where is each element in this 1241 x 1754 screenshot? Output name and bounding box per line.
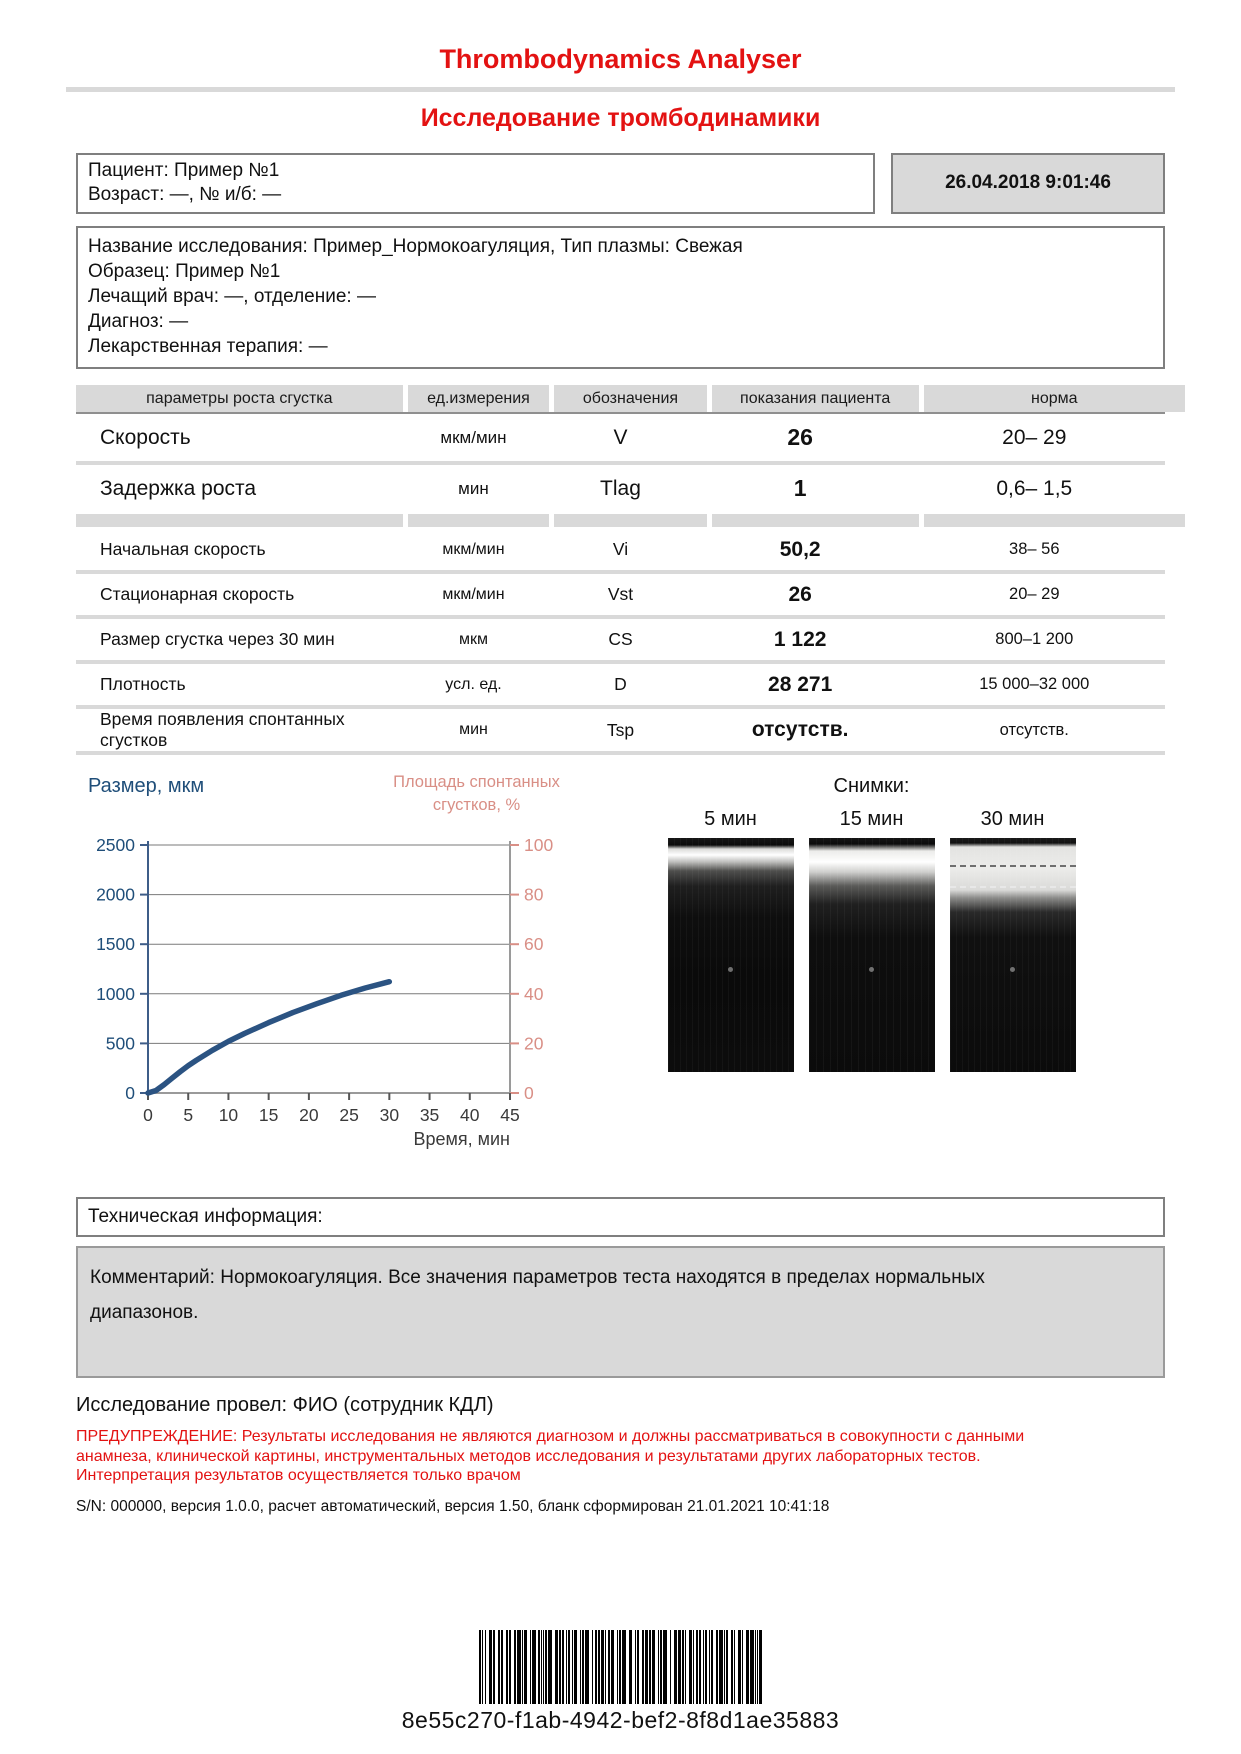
snapshot-time-label: 30 мин bbox=[980, 808, 1045, 831]
svg-text:5: 5 bbox=[183, 1105, 194, 1126]
svg-text:45: 45 bbox=[500, 1105, 520, 1126]
tech-info-box: Техническая информация: bbox=[76, 1197, 1165, 1237]
norm-cell: 20– 29 bbox=[1002, 425, 1067, 449]
symbol-cell: CS bbox=[608, 629, 633, 650]
comment-text: Комментарий: Нормокоагуляция. Все значения параметров теста находятся в пределах нормальных диапазонов. bbox=[90, 1267, 985, 1324]
column-header: обозначения bbox=[554, 385, 706, 412]
symbol-cell: Vi bbox=[612, 539, 629, 560]
unit-cell: мкм bbox=[458, 630, 488, 648]
app-title: Thrombodynamics Analyser bbox=[439, 44, 802, 74]
table-row bbox=[76, 465, 1165, 512]
norm-cell: 20– 29 bbox=[1009, 585, 1060, 604]
patient-name: Пациент: Пример №1 bbox=[88, 160, 280, 181]
warning-text: ПРЕДУПРЕЖДЕНИЕ: Результаты исследования не являются диагнозом и должны рассматриваться в совокупности с данными анамнеза, клинической картины, инструментальных методов исследования и результатами других лабораторных тестов. Интерпретация результатов осуществляется только врачом bbox=[76, 1428, 1025, 1485]
growth-chart-panel bbox=[76, 771, 576, 1149]
param-cell: Стационарная скорость bbox=[100, 584, 295, 605]
column-header: показания пациента bbox=[712, 385, 919, 412]
svg-text:10: 10 bbox=[218, 1105, 239, 1126]
clot-growth-chart bbox=[76, 829, 568, 1149]
svg-text:0: 0 bbox=[143, 1105, 153, 1126]
barcode-bar bbox=[759, 1630, 762, 1704]
svg-text:20: 20 bbox=[524, 1033, 544, 1054]
symbol-cell: V bbox=[613, 425, 628, 449]
svg-text:1000: 1000 bbox=[96, 983, 135, 1004]
svg-text:1500: 1500 bbox=[96, 934, 135, 955]
column-header: ед.измерения bbox=[408, 385, 550, 412]
svg-text:25: 25 bbox=[339, 1105, 359, 1126]
symbol-cell: Tsp bbox=[606, 719, 635, 740]
left-axis-title: Размер, мкм bbox=[88, 775, 205, 798]
snapshot bbox=[950, 808, 1076, 1072]
barcode bbox=[0, 1630, 1241, 1734]
norm-cell: отсутств. bbox=[999, 720, 1069, 739]
svg-text:2000: 2000 bbox=[96, 884, 135, 905]
unit-cell: мин bbox=[458, 478, 489, 498]
svg-text:35: 35 bbox=[419, 1105, 440, 1126]
svg-text:500: 500 bbox=[105, 1033, 135, 1054]
unit-cell: мкм/мин bbox=[442, 540, 505, 558]
clot-photo bbox=[668, 838, 794, 1072]
param-cell: Скорость bbox=[100, 425, 191, 449]
table-row bbox=[76, 664, 1165, 705]
unit-cell: мкм/мин bbox=[440, 427, 507, 447]
serial-version-line: S/N: 000000, версия 1.0.0, расчет автоматический, версия 1.50, бланк сформирован 21.01.2021 10:41:18 bbox=[76, 1497, 830, 1515]
datetime-box: 26.04.2018 9:01:46 bbox=[891, 153, 1165, 214]
value-cell: 1 bbox=[793, 475, 807, 502]
norm-cell: 800–1 200 bbox=[995, 630, 1074, 649]
results-rows bbox=[76, 414, 1165, 755]
svg-text:60: 60 bbox=[524, 934, 544, 955]
comment-box bbox=[76, 1246, 1165, 1378]
visualization-row bbox=[76, 771, 1165, 1149]
svg-text:40: 40 bbox=[460, 1105, 480, 1126]
param-cell: Время появления спонтанных сгустков bbox=[100, 709, 345, 751]
patient-age: Возраст: —, № и/б: — bbox=[88, 184, 282, 206]
snapshots-row bbox=[578, 808, 1165, 1072]
study-info-box bbox=[76, 226, 1165, 369]
param-cell: Размер сгустка через 30 мин bbox=[100, 629, 335, 650]
value-cell: 50,2 bbox=[779, 537, 821, 561]
value-cell: 28 271 bbox=[768, 672, 833, 696]
table-row bbox=[76, 709, 1165, 751]
unit-cell: мин bbox=[459, 721, 488, 739]
unit-cell: мкм/мин bbox=[442, 585, 505, 603]
svg-text:100: 100 bbox=[524, 835, 554, 856]
svg-text:0: 0 bbox=[524, 1083, 534, 1104]
table-row bbox=[76, 414, 1165, 461]
table-row bbox=[76, 619, 1165, 660]
svg-text:40: 40 bbox=[524, 983, 544, 1004]
svg-text:80: 80 bbox=[524, 884, 544, 905]
patient-box bbox=[76, 153, 875, 214]
svg-text:2500: 2500 bbox=[96, 835, 135, 856]
snapshot-time-label: 15 мин bbox=[839, 808, 904, 831]
snapshots-panel bbox=[576, 771, 1165, 1149]
column-header: параметры роста сгустка bbox=[76, 385, 403, 412]
param-cell: Плотность bbox=[100, 674, 186, 695]
snapshot-time-label: 5 мин bbox=[704, 808, 757, 831]
report-title: Исследование тромбодинамики bbox=[420, 104, 821, 132]
performed-by-line: Исследование провел: ФИО (сотрудник КДЛ) bbox=[76, 1394, 494, 1417]
value-cell: отсутств. bbox=[751, 718, 849, 742]
row-separator bbox=[76, 751, 1165, 755]
patient-row bbox=[76, 153, 1165, 214]
table-row bbox=[76, 574, 1165, 615]
clot-photo bbox=[950, 838, 1076, 1072]
diagnosis-line: Диагноз: — bbox=[88, 310, 189, 332]
norm-cell: 0,6– 1,5 bbox=[996, 476, 1073, 500]
snapshot bbox=[668, 808, 794, 1072]
column-header: норма bbox=[924, 385, 1185, 412]
table-row bbox=[76, 529, 1165, 570]
barcode-text: 8e55c270-f1ab-4942-bef2-8f8d1ae35883 bbox=[401, 1707, 840, 1733]
right-axis-title: Площадь спонтанных сгустков, % bbox=[393, 773, 560, 815]
value-cell: 1 122 bbox=[773, 627, 827, 651]
header-divider bbox=[66, 87, 1175, 92]
svg-text:30: 30 bbox=[379, 1105, 400, 1126]
barcode-bars bbox=[479, 1630, 762, 1704]
norm-cell: 38– 56 bbox=[1009, 540, 1060, 559]
results-header bbox=[76, 385, 1165, 414]
dashed-line bbox=[950, 886, 1076, 888]
snapshots-title: Снимки: bbox=[833, 775, 910, 798]
norm-cell: 15 000–32 000 bbox=[979, 675, 1090, 694]
unit-cell: усл. ед. bbox=[445, 675, 502, 693]
svg-text:0: 0 bbox=[125, 1083, 135, 1104]
symbol-cell: Tlag bbox=[600, 476, 641, 500]
therapy-line: Лекарственная терапия: — bbox=[88, 335, 328, 357]
sample-line: Образец: Пример №1 bbox=[88, 260, 281, 282]
svg-text:20: 20 bbox=[299, 1105, 319, 1126]
value-cell: 26 bbox=[788, 582, 812, 606]
doctor-line: Лечащий врач: —, отделение: — bbox=[88, 285, 376, 307]
param-cell: Начальная скорость bbox=[100, 539, 266, 560]
svg-text:Время, мин: Время, мин bbox=[413, 1129, 510, 1150]
study-name-line: Название исследования: Пример_Нормокоагуляция, Тип плазмы: Свежая bbox=[88, 235, 743, 257]
symbol-cell: Vst bbox=[607, 584, 634, 605]
clot-photo bbox=[809, 838, 935, 1072]
table-spacer bbox=[76, 514, 1165, 527]
svg-text:15: 15 bbox=[258, 1105, 279, 1126]
param-cell: Задержка роста bbox=[100, 476, 257, 500]
snapshot bbox=[809, 808, 935, 1072]
dashed-line bbox=[950, 865, 1076, 867]
symbol-cell: D bbox=[614, 674, 627, 695]
value-cell: 26 bbox=[787, 424, 813, 451]
